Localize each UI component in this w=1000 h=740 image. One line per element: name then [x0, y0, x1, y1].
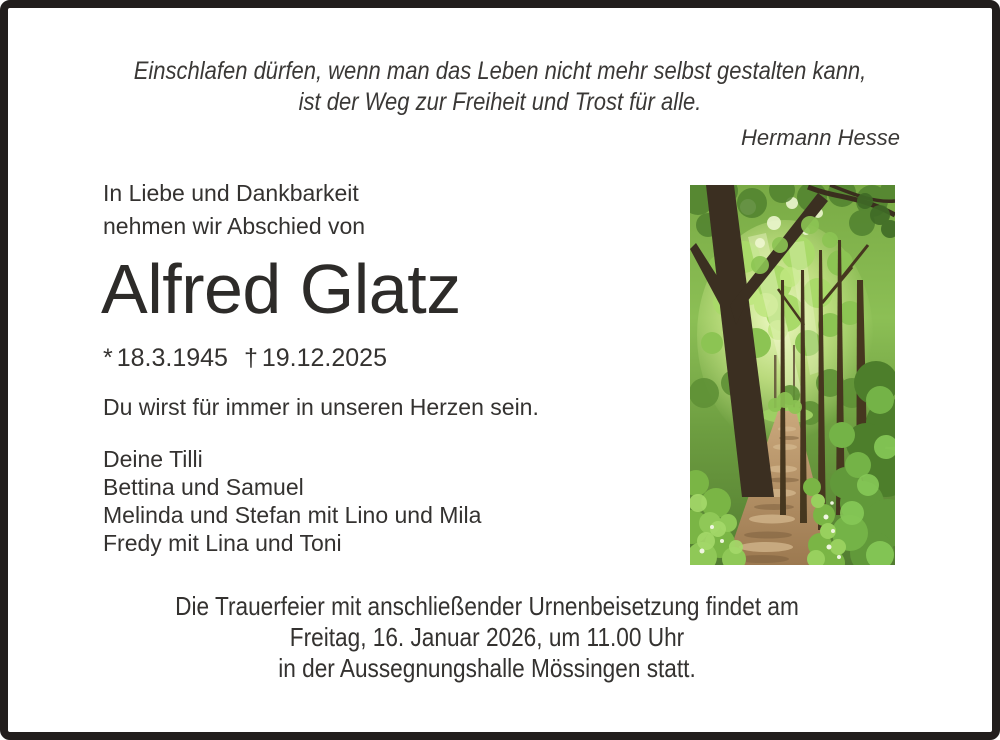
deceased-name: Alfred Glatz: [101, 250, 461, 328]
intro-line-1: In Liebe und Dankbarkeit: [103, 180, 359, 206]
quote-attribution: Hermann Hesse: [741, 125, 900, 150]
birth-symbol: *: [103, 344, 113, 372]
funeral-line-3: in der Aussegnungshalle Mössingen statt.: [278, 653, 696, 683]
funeral-line-2: Freitag, 16. Januar 2026, um 11.00 Uhr: [289, 622, 685, 652]
death-date: 19.12.2025: [261, 344, 387, 372]
quote-line-2: ist der Weg zur Freiheit und Trost für alle.: [298, 88, 702, 116]
intro-text: [103, 177, 365, 243]
birth-date: 18.3.1945: [116, 344, 228, 372]
farewell-message: Du wirst für immer in unseren Herzen sein.: [103, 394, 539, 420]
mourner-line: Bettina und Samuel: [103, 474, 304, 500]
mourners-list: [103, 445, 481, 557]
mourner-line: Deine Tilli: [103, 446, 203, 472]
death-symbol: †: [243, 344, 258, 372]
quote-block: [8, 56, 992, 151]
intro-line-2: nehmen wir Abschied von: [103, 213, 366, 239]
life-dates: [103, 343, 387, 373]
mourner-line: Fredy mit Lina und Toni: [103, 530, 342, 556]
mourner-line: Melinda und Stefan mit Lino und Mila: [103, 502, 482, 528]
quote-line-1: Einschlafen dürfen, wenn man das Leben nicht mehr selbst gestalten kann,: [133, 57, 867, 85]
funeral-line-1: Die Trauerfeier mit anschließender Urnenbeisetzung findet am: [175, 591, 799, 621]
forest-path-photo: [690, 185, 895, 565]
funeral-info: [70, 591, 903, 684]
